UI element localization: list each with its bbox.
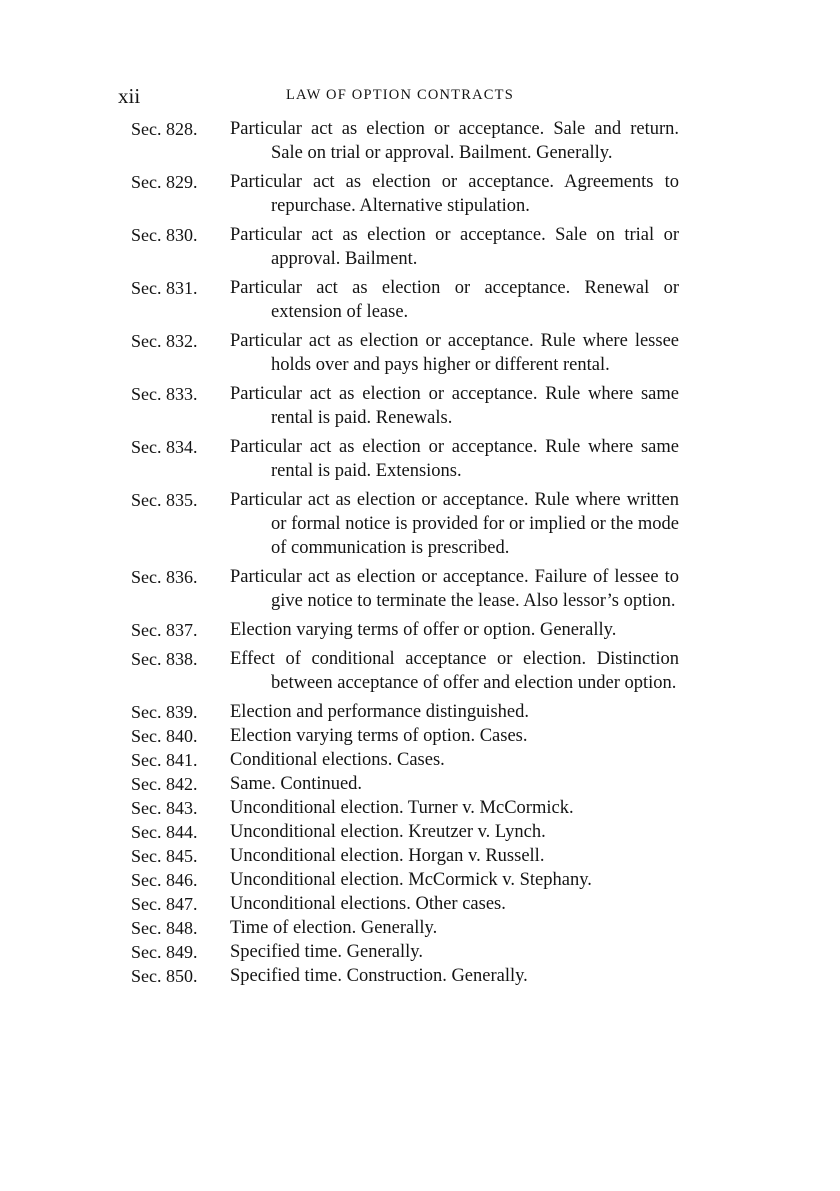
toc-entry — [131, 647, 679, 695]
section-number: Sec. 834. — [131, 437, 198, 457]
toc-entry — [131, 748, 679, 772]
toc-entry — [131, 223, 679, 271]
section-number: Sec. 840. — [131, 726, 198, 746]
section-description: Election and performance distinguished. — [230, 702, 529, 722]
toc-entry — [131, 772, 679, 796]
toc-entry — [131, 700, 679, 724]
section-number: Sec. 838. — [131, 649, 198, 669]
section-number: Sec. 839. — [131, 702, 198, 722]
section-number: Sec. 844. — [131, 822, 198, 842]
section-number: Sec. 833. — [131, 384, 198, 404]
section-description: Time of election. Generally. — [230, 918, 438, 938]
page-header — [118, 84, 718, 108]
section-description: Unconditional election. Kreutzer v. Lynch. — [230, 822, 546, 842]
section-number: Sec. 845. — [131, 846, 198, 866]
toc-entry — [131, 170, 679, 218]
section-description: Particular act as election or acceptance. Sale on trial or approval. Bailment. — [230, 225, 679, 269]
section-description: Unconditional election. Horgan v. Russell. — [230, 846, 545, 866]
running-title: LAW OF OPTION CONTRACTS — [286, 87, 514, 103]
toc-entry — [131, 382, 679, 430]
table-of-contents — [131, 117, 679, 988]
section-description: Unconditional election. Turner v. McCormick. — [230, 798, 574, 818]
section-description: Conditional elections. Cases. — [230, 750, 445, 770]
toc-entry — [131, 117, 679, 165]
toc-entry — [131, 724, 679, 748]
section-number: Sec. 832. — [131, 331, 198, 351]
toc-entry — [131, 940, 679, 964]
section-number: Sec. 828. — [131, 119, 198, 139]
section-number: Sec. 846. — [131, 870, 198, 890]
section-description: Election varying terms of option. Cases. — [230, 726, 528, 746]
section-number: Sec. 835. — [131, 490, 198, 510]
toc-entry — [131, 435, 679, 483]
toc-entry — [131, 488, 679, 560]
section-description: Particular act as election or acceptance. Renewal or extension of lease. — [230, 278, 679, 322]
section-number: Sec. 842. — [131, 774, 198, 794]
section-description: Particular act as election or acceptance. Rule where same rental is paid. Renewals. — [230, 384, 679, 428]
toc-entry — [131, 276, 679, 324]
toc-entry — [131, 796, 679, 820]
section-description: Particular act as election or acceptance. Rule where written or formal notice is provided for or implied or the mode of communication is prescribed. — [230, 490, 679, 558]
toc-entry — [131, 868, 679, 892]
section-number: Sec. 830. — [131, 225, 198, 245]
section-description: Particular act as election or acceptance. Failure of lessee to give notice to terminate the lease. Also lessor’s option. — [230, 567, 679, 611]
section-description: Specified time. Construction. Generally. — [230, 966, 528, 986]
section-number: Sec. 847. — [131, 894, 198, 914]
section-number: Sec. 849. — [131, 942, 198, 962]
section-number: Sec. 837. — [131, 620, 198, 640]
toc-entry — [131, 916, 679, 940]
section-number: Sec. 843. — [131, 798, 198, 818]
section-description: Particular act as election or acceptance. Sale and return. Sale on trial or approval. Bailment. Generally. — [230, 119, 679, 163]
toc-entry — [131, 618, 679, 642]
section-number: Sec. 848. — [131, 918, 198, 938]
toc-entry — [131, 565, 679, 613]
section-description: Effect of conditional acceptance or election. Distinction between acceptance of offer and election under option. — [230, 649, 679, 693]
section-description: Particular act as election or acceptance. Agreements to repurchase. Alternative stipulation. — [230, 172, 679, 216]
section-description: Same. Continued. — [230, 774, 363, 794]
section-number: Sec. 829. — [131, 172, 198, 192]
toc-entry — [131, 329, 679, 377]
section-description: Specified time. Generally. — [230, 942, 423, 962]
section-number: Sec. 841. — [131, 750, 198, 770]
toc-entry — [131, 844, 679, 868]
page-number: xii — [118, 84, 141, 108]
section-number: Sec. 831. — [131, 278, 198, 298]
section-number: Sec. 836. — [131, 567, 198, 587]
toc-entry — [131, 964, 679, 988]
section-description: Unconditional election. McCormick v. Stephany. — [230, 870, 592, 890]
section-description: Election varying terms of offer or option. Generally. — [230, 620, 617, 640]
section-description: Particular act as election or acceptance. Rule where same rental is paid. Extensions. — [230, 437, 679, 481]
section-description: Unconditional elections. Other cases. — [230, 894, 506, 914]
section-number: Sec. 850. — [131, 966, 198, 986]
section-description: Particular act as election or acceptance. Rule where lessee holds over and pays higher or different rental. — [230, 331, 679, 375]
toc-entry — [131, 820, 679, 844]
toc-entry — [131, 892, 679, 916]
